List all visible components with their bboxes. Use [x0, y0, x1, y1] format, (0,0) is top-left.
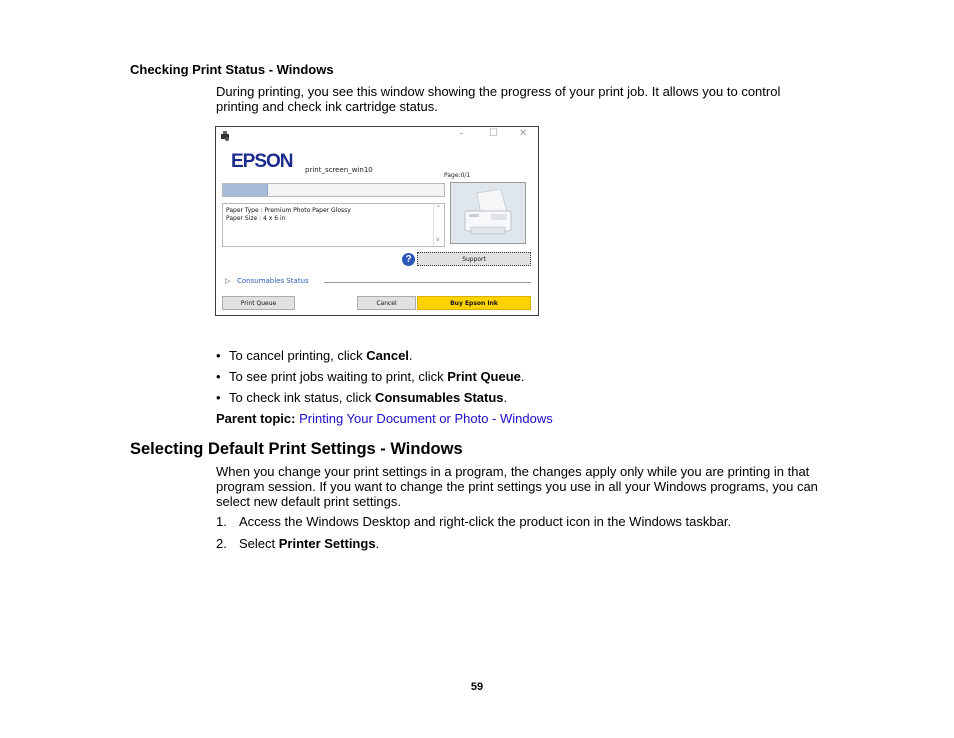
bullet-text: To check ink status, click [229, 390, 375, 405]
document-name: print_screen_win10 [305, 166, 373, 174]
printer-illustration-icon [451, 183, 525, 243]
epson-logo: EPSON [231, 151, 293, 172]
divider-line [324, 282, 531, 283]
step-end: . [375, 536, 380, 551]
maximize-button[interactable]: ☐ [489, 128, 498, 139]
expand-triangle-icon[interactable]: ▷ [225, 277, 231, 285]
section2-line: When you change your print settings in a program, the changes apply only while you are printing in that [216, 464, 810, 479]
bullet-end: . [408, 348, 413, 363]
print-queue-button[interactable]: Print Queue [222, 296, 295, 310]
support-button[interactable]: Support [417, 252, 531, 266]
section2-line: select new default print settings. [216, 494, 401, 509]
scroll-up-icon[interactable]: ^ [436, 205, 442, 212]
paper-size-line: Paper Size : 4 x 6 in [226, 215, 286, 222]
step-1 [216, 514, 731, 529]
bullet-bold: Consumables Status [374, 390, 504, 405]
help-icon[interactable]: ? [402, 253, 415, 266]
step-number: 2. [216, 536, 227, 551]
step-bold: Printer Settings [278, 536, 376, 551]
page-count: Page:0/1 [444, 172, 471, 179]
parent-topic [216, 411, 553, 426]
page-number: 59 [470, 681, 484, 693]
section-title: Checking Print Status - Windows [130, 62, 334, 77]
step-text: Select [239, 536, 279, 551]
close-button[interactable]: ✕ [519, 128, 528, 139]
minimize-button[interactable]: – [459, 128, 464, 139]
info-scrollbar[interactable] [433, 204, 444, 246]
bullet-end: . [520, 369, 525, 384]
bullet-dot: • [216, 390, 221, 405]
bullet-dot: • [216, 369, 221, 384]
bullet-item-cancel [216, 348, 413, 363]
progress-fill [223, 184, 268, 196]
paper-info-box [222, 203, 445, 247]
paper-type-line: Paper Type : Premium Photo Paper Glossy [226, 207, 351, 214]
printer-image [450, 182, 526, 244]
section2-title: Selecting Default Print Settings - Windows [130, 440, 463, 458]
scroll-down-icon[interactable]: v [436, 236, 440, 243]
parent-topic-link[interactable]: Printing Your Document or Photo - Windows [299, 411, 553, 426]
bullet-text: To see print jobs waiting to print, click [229, 369, 448, 384]
parent-topic-label: Parent topic: [216, 411, 296, 426]
bullet-item-consumables [216, 390, 507, 405]
step-2 [216, 536, 379, 551]
printer-app-icon [220, 131, 230, 141]
bullet-bold: Cancel [366, 348, 409, 363]
bullet-bold: Print Queue [447, 369, 521, 384]
print-progress-bar [222, 183, 445, 197]
intro-paragraph [216, 84, 816, 114]
intro-line: During printing, you see this window showing the progress of your print job. It allows you to control [216, 84, 781, 99]
step-number: 1. [216, 514, 227, 529]
cancel-button[interactable]: Cancel [357, 296, 416, 310]
buy-epson-ink-button[interactable]: Buy Epson Ink [417, 296, 531, 310]
bullet-text: To cancel printing, click [229, 348, 367, 363]
step-text: Access the Windows Desktop and right-click the product icon in the Windows taskbar. [239, 514, 732, 529]
bullet-end: . [503, 390, 508, 405]
bullet-dot: • [216, 348, 221, 363]
section2-line: program session. If you want to change the print settings you use in all your Windows programs, you can [216, 479, 818, 494]
section2-paragraph [216, 464, 836, 509]
consumables-status-link[interactable]: Consumables Status [237, 277, 309, 285]
intro-line: printing and check ink cartridge status. [216, 99, 438, 114]
print-status-window [215, 126, 539, 316]
bullet-item-print-queue [216, 369, 525, 384]
